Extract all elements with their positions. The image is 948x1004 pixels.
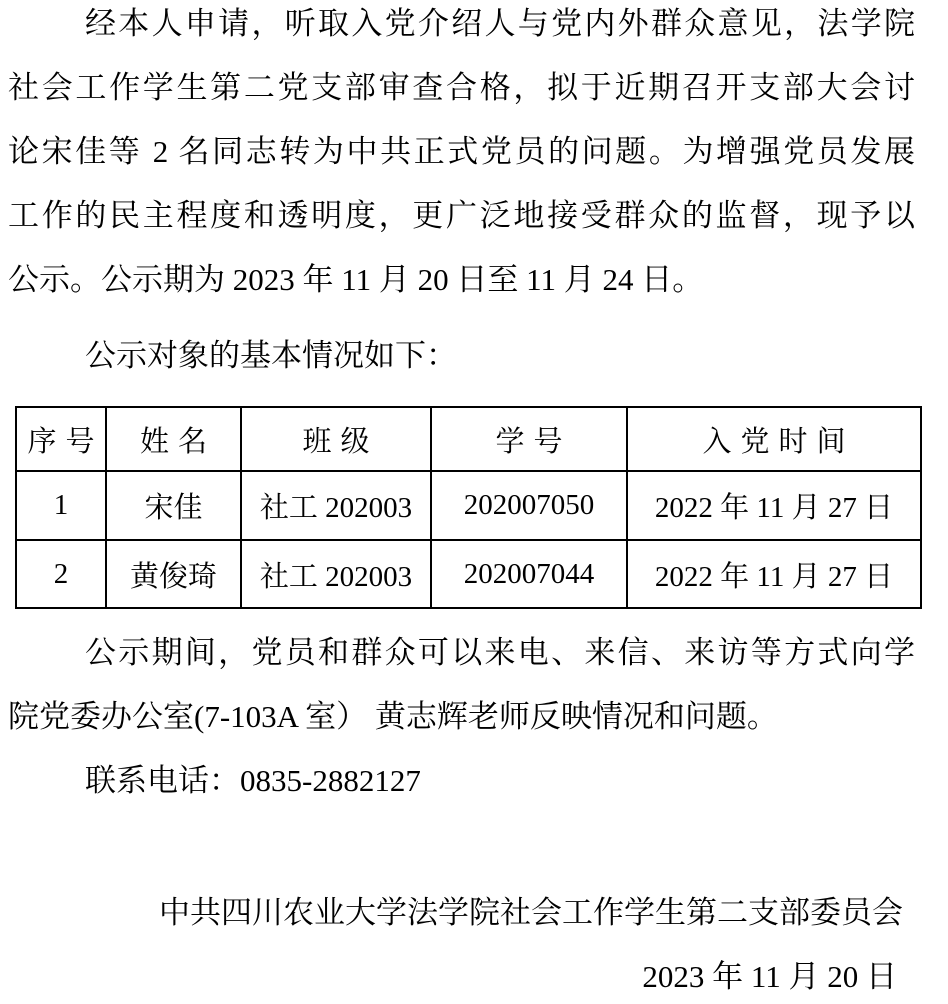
cell-join-date: 2022 年 11 月 27 日 (627, 471, 921, 540)
phone-line: 联系电话：0835-2882127 (85, 763, 421, 798)
cell-class: 社工 202003 (241, 540, 431, 608)
cell-student-id: 202007044 (431, 540, 627, 608)
cell-name: 黄俊琦 (106, 540, 241, 608)
cell-join-date: 2022 年 11 月 27 日 (627, 540, 921, 608)
header-class: 班级 (241, 407, 431, 471)
cell-class: 社工 202003 (241, 471, 431, 540)
paragraph-line: 工作的民主程度和透明度，更广泛地接受群众的监督，现予以 (8, 198, 915, 233)
candidates-table (15, 406, 922, 609)
header-serial-number: 序号 (16, 407, 106, 471)
table-header-row (16, 407, 921, 471)
paragraph-line: 院党委办公室(7-103A 室） 黄志辉老师反映情况和问题。 (8, 699, 778, 734)
table-row (16, 471, 921, 540)
date-line: 2023 年 11 月 20 日 (642, 959, 897, 994)
cell-serial-number: 2 (16, 540, 106, 608)
header-student-id: 学号 (431, 407, 627, 471)
paragraph-line: 公示。公示期为 2023 年 11 月 20 日至 11 月 24 日。 (8, 262, 704, 297)
cell-name: 宋佳 (106, 471, 241, 540)
table-row (16, 540, 921, 608)
header-name: 姓名 (106, 407, 241, 471)
paragraph-line: 经本人申请，听取入党介绍人与党内外群众意见，法学院 (85, 6, 915, 41)
cell-serial-number: 1 (16, 471, 106, 540)
paragraph-line: 公示期间，党员和群众可以来电、来信、来访等方式向学 (85, 635, 915, 670)
signature-line: 中共四川农业大学法学院社会工作学生第二支部委员会 (159, 895, 903, 930)
table-intro-line: 公示对象的基本情况如下： (85, 338, 457, 373)
paragraph-line: 社会工作学生第二党支部审查合格，拟于近期召开支部大会讨 (8, 70, 915, 105)
header-join-date: 入党时间 (627, 407, 921, 471)
cell-student-id: 202007050 (431, 471, 627, 540)
contact-paragraph (8, 621, 915, 749)
opening-paragraph (8, 0, 915, 312)
paragraph-line: 论宋佳等 2 名同志转为中共正式党员的问题。为增强党员发展 (8, 134, 915, 169)
